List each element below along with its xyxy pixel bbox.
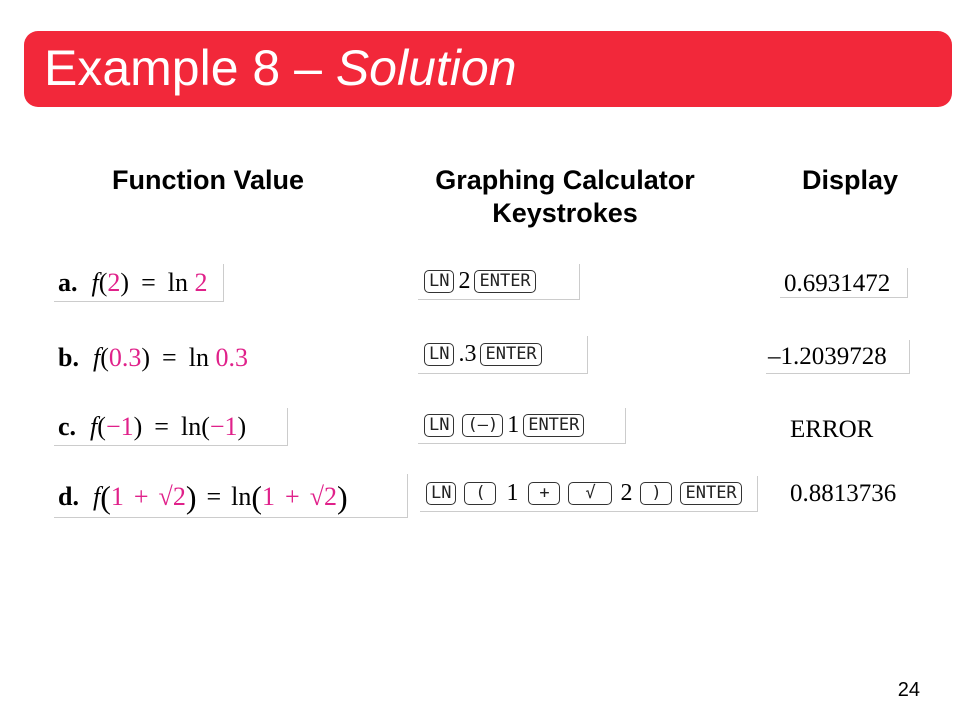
key-digit-two: 2: [620, 480, 633, 506]
rhs-arg: 2: [194, 268, 208, 297]
f-symbol: f: [92, 343, 101, 372]
rhs-radicand: 2: [323, 482, 337, 511]
function-value-b: b. f ( 0.3 ) = ln 0.3: [58, 343, 248, 372]
row-label: a.: [58, 268, 78, 297]
lhs-arg: 2: [107, 268, 121, 297]
ln: ln: [167, 268, 188, 297]
function-value-d: d. f ( 1 + √2 ) = ln ( 1 + √2 ): [58, 478, 348, 515]
f-symbol: f: [92, 482, 101, 511]
keystrokes-d: [422, 480, 746, 507]
keystrokes-c: [420, 412, 588, 439]
equals: =: [206, 482, 222, 511]
rhs-one: 1: [262, 482, 276, 511]
key-ln: LN: [424, 270, 454, 293]
lhs-sqrt: √2: [158, 482, 186, 511]
key-open-paren: (: [464, 482, 496, 505]
equals: =: [154, 412, 169, 441]
key-enter: ENTER: [680, 482, 741, 505]
title-main: Example 8 –: [44, 40, 336, 96]
lhs-arg: −1: [105, 412, 134, 441]
f-symbol: f: [90, 412, 98, 441]
key-enter: ENTER: [474, 270, 535, 293]
key-digit-one: 1: [506, 480, 519, 506]
keystrokes-a: [420, 268, 540, 295]
key-close-paren: ): [640, 482, 672, 505]
row-label: c.: [58, 412, 77, 441]
header-keystrokes-line1: Graphing Calculator: [435, 165, 695, 195]
title-italic: Solution: [335, 40, 517, 96]
key-digit: 1: [507, 412, 520, 438]
lhs-radicand: 2: [172, 482, 186, 511]
rhs-sqrt: √2: [309, 482, 337, 511]
header-keystrokes: [400, 164, 730, 230]
key-ln: LN: [424, 343, 454, 366]
function-value-c: c. f ( −1 ) = ln ( −1 ): [58, 412, 247, 441]
key-enter: ENTER: [480, 343, 541, 366]
key-ln: LN: [426, 482, 456, 505]
lhs-plus: +: [133, 482, 149, 511]
row-label: d.: [58, 482, 79, 511]
display-b: –1.2039728: [768, 343, 887, 370]
title-bar: [24, 31, 952, 107]
f-symbol: f: [91, 268, 99, 297]
lhs-one: 1: [110, 482, 124, 511]
function-value-a: a. f ( 2 ) = ln 2: [58, 268, 208, 297]
rhs-arg: −1: [209, 412, 238, 441]
rhs-arg: 0.3: [215, 343, 248, 372]
display-c: ERROR: [790, 416, 874, 443]
key-ln: LN: [424, 414, 454, 437]
page-number: 24: [897, 679, 920, 701]
ln: ln: [231, 482, 252, 511]
header-keystrokes-line2: Keystrokes: [492, 198, 638, 228]
keystrokes-b: [420, 341, 546, 368]
row-label: b.: [58, 343, 79, 372]
ln: ln: [180, 412, 202, 441]
key-plus: +: [528, 482, 560, 505]
header-display: Display: [801, 165, 899, 195]
rhs-plus: +: [285, 482, 300, 511]
display-d: 0.8813736: [790, 480, 897, 507]
display-a: 0.6931472: [784, 270, 891, 297]
slide-title: [44, 39, 517, 97]
key-digit: .3: [458, 341, 477, 367]
key-digit: 2: [458, 268, 471, 294]
key-negate: (–): [462, 414, 503, 437]
ln: ln: [188, 343, 209, 372]
equals: =: [162, 343, 177, 372]
key-enter: ENTER: [523, 414, 584, 437]
equals: =: [141, 268, 156, 297]
header-function-value: Function Value: [111, 165, 305, 195]
lhs-arg: 0.3: [108, 343, 142, 372]
key-sqrt: √: [568, 482, 612, 505]
